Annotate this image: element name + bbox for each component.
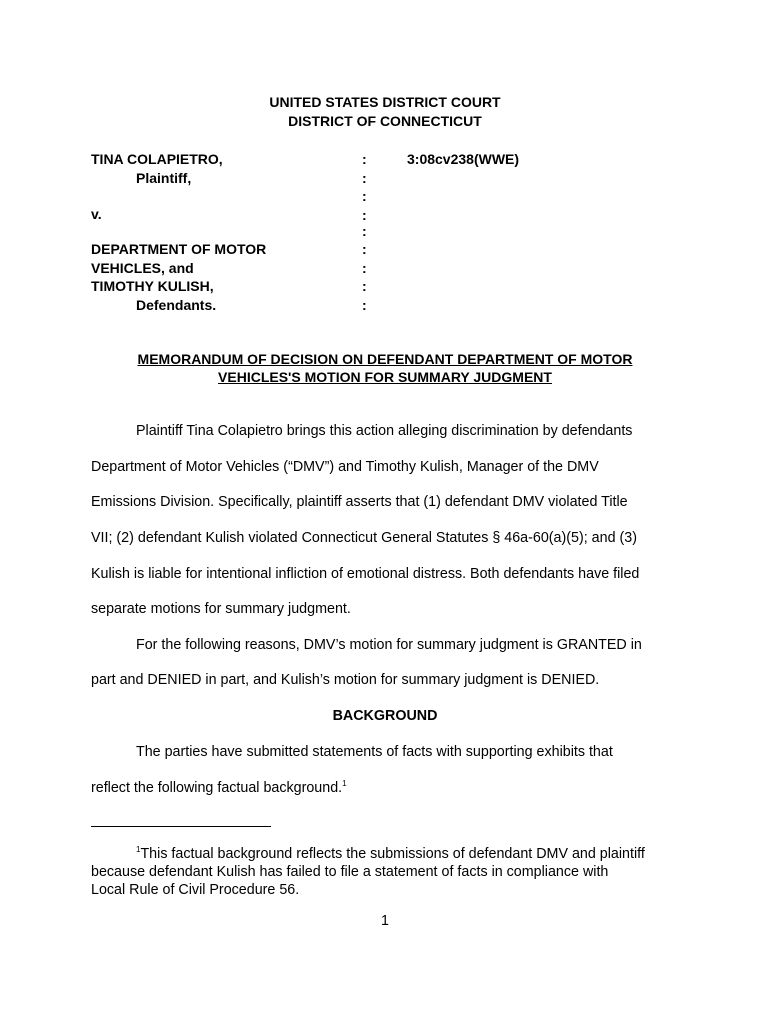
memorandum-title-line-1: MEMORANDUM OF DECISION ON DEFENDANT DEPARTMENT OF MOTOR [137, 351, 633, 367]
defendant-line-3: TIMOTHY KULISH, [91, 278, 214, 294]
footnote-line: because defendant Kulish has failed to file a statement of facts in compliance with [91, 864, 609, 880]
paragraph-line: separate motions for summary judgment. [91, 601, 351, 617]
caption-separator: : [362, 169, 367, 186]
paragraph-line: Department of Motor Vehicles (“DMV”) and Timothy Kulish, Manager of the DMV [91, 459, 599, 475]
plaintiff-role: Plaintiff, [136, 169, 192, 186]
paragraph-line: Kulish is liable for intentional infliction of emotional distress. Both defendants have filed [91, 566, 640, 582]
paragraph-line [91, 779, 347, 797]
paragraph-line: For the following reasons, DMV’s motion for summary judgment is GRANTED in [136, 637, 642, 653]
caption-separator: : [362, 278, 367, 294]
defendant-role: Defendants. [136, 296, 217, 313]
caption-separator: : [362, 259, 367, 276]
footnote-marker: 1 [136, 845, 141, 854]
caption-separator: : [362, 188, 367, 204]
court-district: DISTRICT OF CONNECTICUT [288, 113, 482, 129]
paragraph-line: VII; (2) defendant Kulish violated Connecticut General Statutes § 46a-60(a)(5); and (3) [91, 530, 637, 546]
defendant-line-2: VEHICLES, and [91, 259, 194, 276]
caption-separator: : [362, 151, 367, 167]
paragraph-line: Plaintiff Tina Colapietro brings this action alleging discrimination by defendants [136, 423, 633, 439]
page-number: 1 [381, 913, 389, 929]
footnote-text: This factual background reflects the submissions of defendant DMV and plaintiff [140, 846, 645, 862]
court-name: UNITED STATES DISTRICT COURT [269, 94, 501, 110]
case-number: 3:08cv238(WWE) [407, 151, 520, 167]
caption-separator: : [362, 206, 367, 223]
versus: v. [91, 206, 102, 222]
paragraph-line: part and DENIED in part, and Kulish’s motion for summary judgment is DENIED. [91, 672, 600, 688]
defendant-line-1: DEPARTMENT OF MOTOR [91, 241, 267, 257]
caption-separator: : [362, 296, 367, 313]
paragraph-line: Emissions Division. Specifically, plaintiff asserts that (1) defendant DMV violated Title [91, 494, 628, 510]
footnote-divider [91, 826, 271, 827]
memorandum-title-line-2: VEHICLES'S MOTION FOR SUMMARY JUDGMENT [218, 369, 552, 385]
paragraph-line: The parties have submitted statements of facts with supporting exhibits that [136, 744, 613, 760]
section-heading-background: BACKGROUND [332, 708, 438, 724]
plaintiff-name: TINA COLAPIETRO, [91, 151, 223, 167]
caption-separator: : [362, 241, 367, 257]
footnote-line: Local Rule of Civil Procedure 56. [91, 882, 300, 898]
footnote-line [136, 845, 645, 863]
footnote-reference[interactable]: 1 [342, 779, 347, 788]
paragraph-line-text: reflect the following factual background. [91, 780, 343, 796]
caption-separator: : [362, 223, 367, 239]
